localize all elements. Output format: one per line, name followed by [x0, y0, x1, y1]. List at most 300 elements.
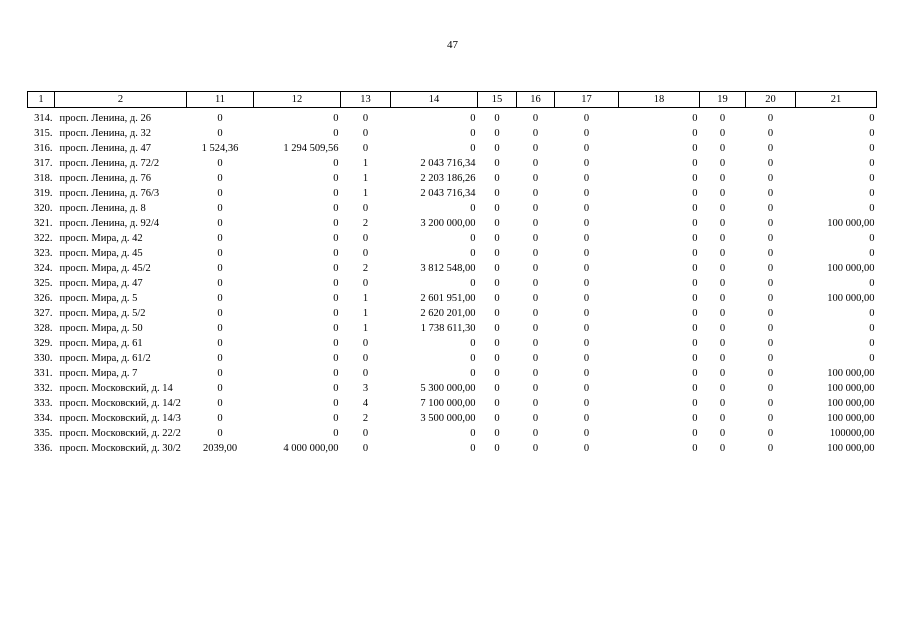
cell-col-16: 0	[532, 398, 539, 409]
cell-col-15: 0	[494, 308, 500, 319]
cell-col-18: 0	[692, 158, 698, 169]
cell-col-21: 0	[869, 353, 875, 364]
address-cell: просп. Мира, д. 45	[59, 248, 143, 259]
cell-col-18: 0	[692, 308, 698, 319]
cell-col-14: 3 812 548,00	[420, 263, 476, 274]
table-row	[28, 334, 877, 349]
cell-col-16: 0	[532, 263, 539, 274]
cell-col-11: 0	[217, 203, 223, 214]
cell-col-14: 5 300 000,00	[420, 383, 476, 394]
row-number: 323.	[34, 248, 53, 259]
cell-col-21: 0	[869, 158, 875, 169]
cell-col-20: 0	[767, 293, 774, 304]
cell-col-15: 0	[494, 233, 500, 244]
cell-col-19: 0	[719, 368, 726, 379]
cell-col-14: 2 601 951,00	[420, 293, 476, 304]
cell-col-13: 1	[362, 293, 369, 304]
cell-col-21: 0	[869, 308, 875, 319]
row-number: 325.	[34, 278, 53, 289]
cell-col-13: 0	[362, 338, 369, 349]
cell-col-12: 0	[333, 173, 339, 184]
cell-col-16: 0	[532, 353, 539, 364]
cell-col-12: 0	[333, 113, 339, 124]
cell-col-18: 0	[692, 383, 698, 394]
address-cell: просп. Мира, д. 5/2	[59, 308, 146, 319]
cell-col-18: 0	[692, 263, 698, 274]
cell-col-11: 0	[217, 188, 223, 199]
cell-col-17: 0	[583, 218, 590, 229]
cell-col-12: 0	[333, 248, 339, 259]
cell-col-19: 0	[719, 158, 726, 169]
cell-col-11: 2039,00	[202, 443, 238, 454]
cell-col-15: 0	[494, 263, 500, 274]
row-number: 329.	[34, 338, 53, 349]
cell-col-11: 0	[217, 173, 223, 184]
cell-col-11: 0	[217, 368, 223, 379]
cell-col-15: 0	[494, 278, 500, 289]
cell-col-14: 2 043 716,34	[420, 188, 476, 199]
cell-col-17: 0	[583, 353, 590, 364]
column-header: 18	[619, 92, 700, 108]
cell-col-13: 0	[362, 203, 369, 214]
cell-col-15: 0	[494, 128, 500, 139]
column-header: 13	[341, 92, 391, 108]
cell-col-17: 0	[583, 248, 590, 259]
cell-col-13: 3	[362, 383, 369, 394]
address-cell: просп. Мира, д. 50	[59, 323, 143, 334]
cell-col-15: 0	[494, 113, 500, 124]
data-table	[27, 91, 877, 454]
cell-col-13: 1	[362, 308, 369, 319]
row-number: 333.	[34, 398, 53, 409]
cell-col-15: 0	[494, 383, 500, 394]
row-number: 336.	[34, 443, 53, 454]
cell-col-11: 0	[217, 218, 223, 229]
address-cell: просп. Мира, д. 47	[59, 278, 143, 289]
cell-col-20: 0	[767, 398, 774, 409]
cell-col-16: 0	[532, 413, 539, 424]
cell-col-11: 0	[217, 383, 223, 394]
cell-col-12: 0	[333, 233, 339, 244]
cell-col-19: 0	[719, 398, 726, 409]
cell-col-12: 0	[333, 293, 339, 304]
cell-col-19: 0	[719, 293, 726, 304]
column-header: 1	[28, 92, 55, 108]
cell-col-19: 0	[719, 128, 726, 139]
cell-col-21: 100000,00	[829, 428, 875, 439]
cell-col-17: 0	[583, 143, 590, 154]
column-header: 2	[55, 92, 187, 108]
cell-col-14: 7 100 000,00	[420, 398, 476, 409]
cell-col-17: 0	[583, 188, 590, 199]
cell-col-15: 0	[494, 203, 500, 214]
cell-col-20: 0	[767, 308, 774, 319]
cell-col-18: 0	[692, 398, 698, 409]
cell-col-13: 0	[362, 248, 369, 259]
cell-col-17: 0	[583, 233, 590, 244]
cell-col-12: 0	[333, 413, 339, 424]
cell-col-13: 0	[362, 368, 369, 379]
cell-col-21: 0	[869, 128, 875, 139]
cell-col-11: 0	[217, 248, 223, 259]
table-row	[28, 364, 877, 379]
cell-col-19: 0	[719, 413, 726, 424]
cell-col-14: 0	[470, 113, 476, 124]
column-header: 11	[187, 92, 254, 108]
cell-col-13: 0	[362, 428, 369, 439]
cell-col-11: 0	[217, 233, 223, 244]
cell-col-17: 0	[583, 308, 590, 319]
cell-col-21: 0	[869, 248, 875, 259]
table-row	[28, 124, 877, 139]
cell-col-16: 0	[532, 173, 539, 184]
cell-col-14: 0	[470, 128, 476, 139]
cell-col-16: 0	[532, 113, 539, 124]
address-cell: просп. Мира, д. 61/2	[59, 353, 151, 364]
cell-col-20: 0	[767, 263, 774, 274]
column-header: 16	[517, 92, 555, 108]
cell-col-15: 0	[494, 428, 500, 439]
cell-col-18: 0	[692, 353, 698, 364]
address-cell: просп. Ленина, д. 26	[59, 113, 151, 124]
cell-col-17: 0	[583, 203, 590, 214]
cell-col-17: 0	[583, 323, 590, 334]
cell-col-14: 2 620 201,00	[420, 308, 476, 319]
cell-col-18: 0	[692, 413, 698, 424]
cell-col-20: 0	[767, 173, 774, 184]
cell-col-16: 0	[532, 443, 539, 454]
cell-col-12: 0	[333, 263, 339, 274]
cell-col-13: 1	[362, 173, 369, 184]
cell-col-18: 0	[692, 323, 698, 334]
cell-col-20: 0	[767, 233, 774, 244]
table-row	[28, 349, 877, 364]
cell-col-17: 0	[583, 338, 590, 349]
cell-col-11: 0	[217, 353, 223, 364]
cell-col-13: 2	[362, 218, 369, 229]
table-row	[28, 169, 877, 184]
cell-col-11: 0	[217, 338, 223, 349]
cell-col-13: 0	[362, 278, 369, 289]
address-cell: просп. Московский, д. 14	[59, 383, 173, 394]
cell-col-13: 0	[362, 113, 369, 124]
address-cell: просп. Московский, д. 14/3	[59, 413, 181, 424]
cell-col-20: 0	[767, 353, 774, 364]
cell-col-18: 0	[692, 143, 698, 154]
cell-col-18: 0	[692, 113, 698, 124]
row-number: 332.	[34, 383, 53, 394]
cell-col-13: 1	[362, 323, 369, 334]
cell-col-20: 0	[767, 383, 774, 394]
cell-col-18: 0	[692, 338, 698, 349]
cell-col-15: 0	[494, 158, 500, 169]
table-row	[28, 214, 877, 229]
cell-col-12: 1 294 509,56	[283, 143, 339, 154]
column-header: 14	[391, 92, 478, 108]
cell-col-16: 0	[532, 308, 539, 319]
cell-col-21: 0	[869, 233, 875, 244]
cell-col-15: 0	[494, 218, 500, 229]
cell-col-20: 0	[767, 368, 774, 379]
table-row	[28, 244, 877, 259]
cell-col-17: 0	[583, 113, 590, 124]
cell-col-17: 0	[583, 128, 590, 139]
cell-col-12: 0	[333, 188, 339, 199]
address-cell: просп. Московский, д. 14/2	[59, 398, 181, 409]
cell-col-16: 0	[532, 143, 539, 154]
cell-col-20: 0	[767, 248, 774, 259]
header-row	[28, 92, 877, 108]
cell-col-11: 0	[217, 308, 223, 319]
cell-col-11: 0	[217, 128, 223, 139]
address-cell: просп. Ленина, д. 76	[59, 173, 151, 184]
table-row	[28, 139, 877, 154]
cell-col-11: 0	[217, 293, 223, 304]
cell-col-19: 0	[719, 278, 726, 289]
cell-col-21: 0	[869, 188, 875, 199]
cell-col-14: 1 738 611,30	[420, 323, 476, 334]
table-row	[28, 289, 877, 304]
cell-col-15: 0	[494, 398, 500, 409]
cell-col-13: 0	[362, 128, 369, 139]
cell-col-15: 0	[494, 173, 500, 184]
cell-col-20: 0	[767, 128, 774, 139]
column-header: 15	[478, 92, 517, 108]
cell-col-21: 0	[869, 113, 875, 124]
table-row	[28, 199, 877, 214]
column-header: 17	[555, 92, 619, 108]
cell-col-20: 0	[767, 338, 774, 349]
row-number: 335.	[34, 428, 53, 439]
cell-col-13: 0	[362, 143, 369, 154]
cell-col-20: 0	[767, 443, 774, 454]
cell-col-17: 0	[583, 263, 590, 274]
cell-col-19: 0	[719, 428, 726, 439]
cell-col-19: 0	[719, 308, 726, 319]
cell-col-19: 0	[719, 113, 726, 124]
cell-col-14: 0	[470, 203, 476, 214]
table-row	[28, 154, 877, 169]
cell-col-18: 0	[692, 368, 698, 379]
row-number: 334.	[34, 413, 53, 424]
address-cell: просп. Мира, д. 61	[59, 338, 143, 349]
cell-col-12: 0	[333, 338, 339, 349]
cell-col-14: 0	[470, 368, 476, 379]
cell-col-12: 0	[333, 398, 339, 409]
cell-col-16: 0	[532, 338, 539, 349]
cell-col-16: 0	[532, 293, 539, 304]
column-header: 21	[796, 92, 877, 108]
address-cell: просп. Мира, д. 7	[59, 368, 138, 379]
cell-col-15: 0	[494, 413, 500, 424]
cell-col-20: 0	[767, 323, 774, 334]
page-number: 47	[447, 39, 458, 51]
cell-col-12: 0	[333, 353, 339, 364]
table-body	[28, 108, 877, 455]
cell-col-12: 0	[333, 128, 339, 139]
cell-col-19: 0	[719, 248, 726, 259]
cell-col-17: 0	[583, 368, 590, 379]
cell-col-11: 0	[217, 158, 223, 169]
cell-col-15: 0	[494, 353, 500, 364]
cell-col-17: 0	[583, 173, 590, 184]
cell-col-16: 0	[532, 128, 539, 139]
cell-col-14: 0	[470, 248, 476, 259]
cell-col-19: 0	[719, 353, 726, 364]
row-number: 321.	[34, 218, 53, 229]
address-cell: просп. Мира, д. 5	[59, 293, 138, 304]
cell-col-21: 0	[869, 143, 875, 154]
cell-col-12: 0	[333, 278, 339, 289]
cell-col-16: 0	[532, 158, 539, 169]
cell-col-16: 0	[532, 218, 539, 229]
cell-col-18: 0	[692, 233, 698, 244]
cell-col-13: 2	[362, 413, 369, 424]
row-number: 319.	[34, 188, 53, 199]
cell-col-19: 0	[719, 338, 726, 349]
table-row	[28, 319, 877, 334]
table-row	[28, 304, 877, 319]
cell-col-16: 0	[532, 383, 539, 394]
table-row	[28, 394, 877, 409]
row-number: 328.	[34, 323, 53, 334]
cell-col-21: 0	[869, 323, 875, 334]
cell-col-14: 0	[470, 278, 476, 289]
cell-col-12: 0	[333, 308, 339, 319]
cell-col-14: 0	[470, 353, 476, 364]
address-cell: просп. Ленина, д. 72/2	[59, 158, 160, 169]
table-row	[28, 184, 877, 199]
cell-col-13: 1	[362, 158, 369, 169]
cell-col-21: 100 000,00	[827, 368, 875, 379]
cell-col-15: 0	[494, 248, 500, 259]
cell-col-19: 0	[719, 233, 726, 244]
cell-col-12: 0	[333, 368, 339, 379]
cell-col-15: 0	[494, 143, 500, 154]
cell-col-18: 0	[692, 128, 698, 139]
cell-col-21: 0	[869, 278, 875, 289]
cell-col-19: 0	[719, 443, 726, 454]
cell-col-21: 100 000,00	[827, 443, 875, 454]
cell-col-15: 0	[494, 323, 500, 334]
row-number: 324.	[34, 263, 53, 274]
row-number: 320.	[34, 203, 53, 214]
cell-col-14: 2 203 186,26	[420, 173, 476, 184]
row-number: 326.	[34, 293, 53, 304]
column-header: 19	[700, 92, 746, 108]
address-cell: просп. Ленина, д. 92/4	[59, 218, 160, 229]
cell-col-12: 0	[333, 218, 339, 229]
cell-col-21: 0	[869, 173, 875, 184]
table-row	[28, 409, 877, 424]
cell-col-11: 0	[217, 428, 223, 439]
cell-col-18: 0	[692, 188, 698, 199]
cell-col-18: 0	[692, 278, 698, 289]
cell-col-11: 0	[217, 113, 223, 124]
cell-col-18: 0	[692, 428, 698, 439]
cell-col-18: 0	[692, 443, 698, 454]
cell-col-19: 0	[719, 323, 726, 334]
table-row	[28, 379, 877, 394]
address-cell: просп. Московский, д. 22/2	[59, 428, 181, 439]
address-cell: просп. Мира, д. 42	[59, 233, 143, 244]
cell-col-14: 3 200 000,00	[420, 218, 476, 229]
address-cell: просп. Мира, д. 45/2	[59, 263, 151, 274]
cell-col-19: 0	[719, 188, 726, 199]
cell-col-18: 0	[692, 173, 698, 184]
cell-col-15: 0	[494, 188, 500, 199]
cell-col-19: 0	[719, 203, 726, 214]
cell-col-12: 0	[333, 203, 339, 214]
cell-col-16: 0	[532, 278, 539, 289]
cell-col-13: 4	[362, 398, 369, 409]
table-row	[28, 274, 877, 289]
cell-col-21: 100 000,00	[827, 263, 875, 274]
row-number: 318.	[34, 173, 53, 184]
cell-col-15: 0	[494, 443, 500, 454]
cell-col-16: 0	[532, 188, 539, 199]
table-row	[28, 424, 877, 439]
cell-col-20: 0	[767, 158, 774, 169]
cell-col-20: 0	[767, 113, 774, 124]
cell-col-16: 0	[532, 368, 539, 379]
cell-col-18: 0	[692, 218, 698, 229]
cell-col-17: 0	[583, 278, 590, 289]
cell-col-20: 0	[767, 143, 774, 154]
cell-col-16: 0	[532, 428, 539, 439]
table-row	[28, 229, 877, 244]
row-number: 322.	[34, 233, 53, 244]
cell-col-16: 0	[532, 323, 539, 334]
cell-col-16: 0	[532, 248, 539, 259]
cell-col-14: 2 043 716,34	[420, 158, 476, 169]
column-header: 12	[254, 92, 341, 108]
cell-col-14: 0	[470, 143, 476, 154]
cell-col-15: 0	[494, 368, 500, 379]
cell-col-17: 0	[583, 383, 590, 394]
cell-col-12: 0	[333, 158, 339, 169]
cell-col-17: 0	[583, 428, 590, 439]
cell-col-11: 0	[217, 398, 223, 409]
address-cell: просп. Ленина, д. 32	[59, 128, 151, 139]
cell-col-13: 0	[362, 353, 369, 364]
cell-col-19: 0	[719, 263, 726, 274]
cell-col-14: 0	[470, 338, 476, 349]
cell-col-18: 0	[692, 248, 698, 259]
cell-col-11: 0	[217, 278, 223, 289]
address-cell: просп. Ленина, д. 47	[59, 143, 151, 154]
row-number: 315.	[34, 128, 53, 139]
cell-col-21: 100 000,00	[827, 293, 875, 304]
cell-col-13: 1	[362, 188, 369, 199]
cell-col-16: 0	[532, 233, 539, 244]
cell-col-21: 100 000,00	[827, 413, 875, 424]
table-row	[28, 439, 877, 454]
cell-col-19: 0	[719, 383, 726, 394]
cell-col-11: 0	[217, 323, 223, 334]
cell-col-16: 0	[532, 203, 539, 214]
cell-col-20: 0	[767, 218, 774, 229]
address-cell: просп. Ленина, д. 8	[59, 203, 146, 214]
cell-col-17: 0	[583, 413, 590, 424]
cell-col-13: 2	[362, 263, 369, 274]
cell-col-17: 0	[583, 398, 590, 409]
row-number: 331.	[34, 368, 53, 379]
table-row	[28, 259, 877, 274]
address-cell: просп. Московский, д. 30/2	[59, 443, 181, 454]
cell-col-20: 0	[767, 428, 774, 439]
row-number: 327.	[34, 308, 53, 319]
